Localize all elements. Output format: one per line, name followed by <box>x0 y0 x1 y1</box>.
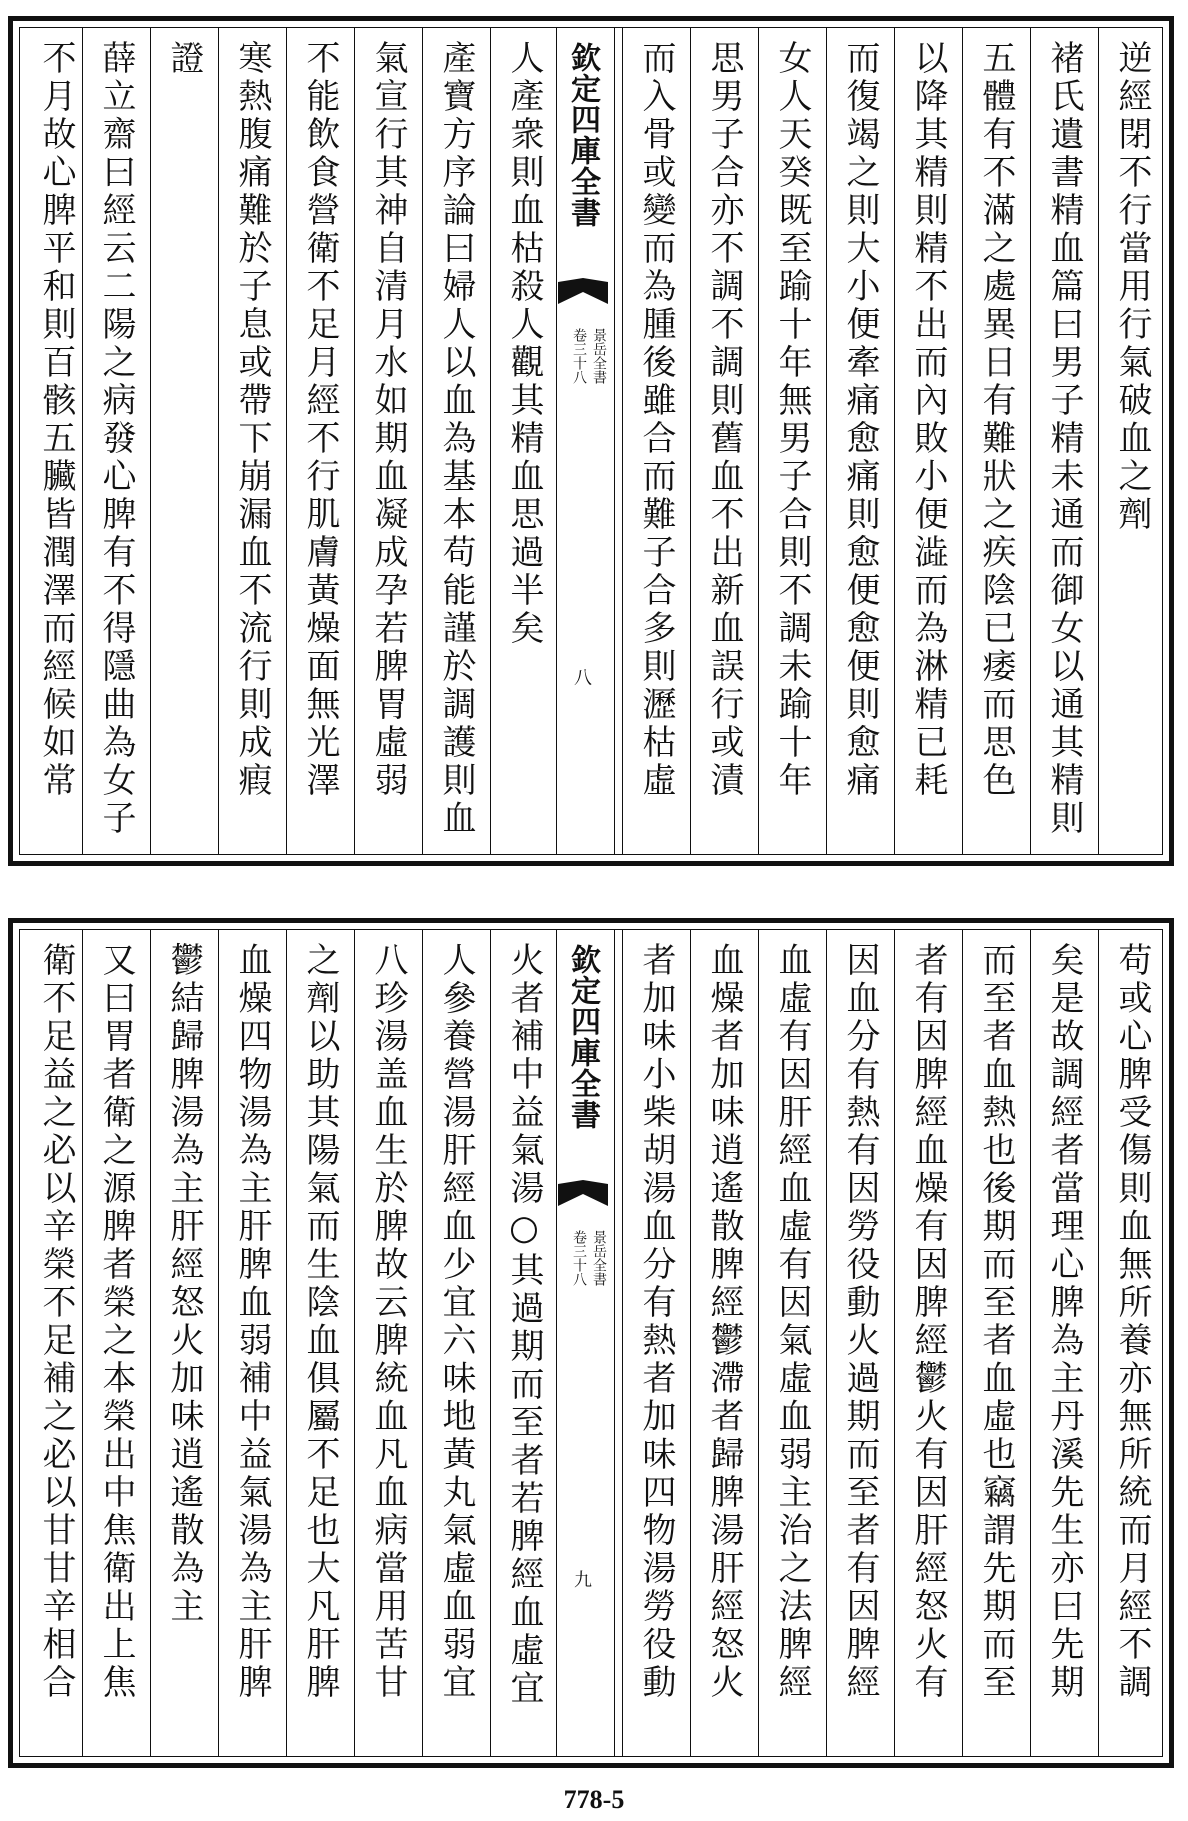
column-rule <box>82 930 83 1756</box>
center-book-title: 景岳全書 <box>591 1230 607 1286</box>
column-rule <box>422 930 423 1756</box>
column-rule <box>218 28 219 854</box>
column-rule <box>622 28 623 854</box>
page-inner-border <box>19 929 1163 1757</box>
page-frame <box>8 16 1174 866</box>
text-column: 人參養營湯肝經血少宜六味地黃丸氣虛血弱宜 <box>436 942 476 1702</box>
text-column: 產寶方序論曰婦人以血為基本苟能謹於調護則血 <box>436 40 476 838</box>
text-column: 血虛有因肝經血虛有因氣虛血弱主治之法脾經 <box>772 942 812 1702</box>
text-column: 而至者血熱也後期而至者血虛也竊謂先期而至 <box>976 942 1016 1702</box>
text-column: 逆經閉不行當用行氣破血之劑 <box>1112 40 1152 534</box>
text-column: 矣是故調經者當理心脾為主丹溪先生亦曰先期 <box>1044 942 1084 1702</box>
center-leaf-number: 九 <box>571 1570 592 1588</box>
text-column: 寒熱腹痛難於子息或帶下崩漏血不流行則成瘕 <box>232 40 272 800</box>
text-column: 之劑以助其陽氣而生陰血俱屬不足也大凡肝脾 <box>300 942 340 1702</box>
text-column: 衛不足益之必以辛榮不足補之必以甘甘辛相合 <box>36 942 76 1702</box>
column-rule <box>354 28 355 854</box>
bottom-page <box>0 910 1188 1776</box>
text-column: 又曰胃者衛之源脾者榮之本榮出中焦衛出上焦 <box>96 942 136 1702</box>
column-rule <box>690 28 691 854</box>
center-volume: 卷三十八 <box>571 328 587 384</box>
fishtail-mark-icon <box>558 278 608 304</box>
column-rule <box>690 930 691 1756</box>
center-volume: 卷三十八 <box>571 1230 587 1286</box>
column-rule <box>758 930 759 1756</box>
text-column: 火者補中益氣湯○其過期而至者若脾經血虛宜 <box>504 942 544 1708</box>
column-rule <box>150 930 151 1756</box>
center-leaf-number: 八 <box>571 668 592 686</box>
text-column: 證 <box>164 40 204 78</box>
column-rule <box>556 930 557 1756</box>
text-column: 鬱結歸脾湯為主肝經怒火加味逍遙散為主 <box>164 942 204 1626</box>
column-rule <box>286 930 287 1756</box>
text-column: 薛立齋曰經云二陽之病發心脾有不得隱曲為女子 <box>96 40 136 838</box>
column-rule <box>894 930 895 1756</box>
center-margin-column <box>556 28 614 854</box>
text-column: 血燥四物湯為主肝脾血弱補中益氣湯為主肝脾 <box>232 942 272 1702</box>
text-column: 苟或心脾受傷則血無所養亦無所統而月經不調 <box>1112 942 1152 1702</box>
column-rule <box>490 28 491 854</box>
column-rule <box>422 28 423 854</box>
text-column: 血燥者加味逍遙散脾經鬱滯者歸脾湯肝經怒火 <box>704 942 744 1702</box>
column-rule <box>758 28 759 854</box>
text-column: 而入骨或變而為腫後雖合而難子合多則瀝枯虛 <box>636 40 676 800</box>
column-rule <box>82 28 83 854</box>
text-column: 氣宣行其神自清月水如期血凝成孕若脾胃虛弱 <box>368 40 408 800</box>
column-rule <box>1098 930 1099 1756</box>
column-rule <box>826 930 827 1756</box>
column-rule <box>286 28 287 854</box>
column-rule <box>1030 930 1031 1756</box>
column-rule <box>962 930 963 1756</box>
column-rule <box>826 28 827 854</box>
page-frame <box>8 918 1174 1768</box>
fishtail-mark-icon <box>558 1180 608 1206</box>
text-column: 以降其精則精不出而內敗小便澁而為淋精已耗 <box>908 40 948 800</box>
text-column: 者有因脾經血燥有因脾經鬱火有因肝經怒火有 <box>908 942 948 1702</box>
text-column: 不能飲食營衛不足月經不行肌膚黃燥面無光澤 <box>300 40 340 800</box>
text-column: 褚氏遺書精血篇曰男子精未通而御女以通其精則 <box>1044 40 1084 838</box>
center-book-title: 景岳全書 <box>591 328 607 384</box>
column-rule <box>614 28 615 854</box>
page-number: 778-5 <box>563 1785 625 1814</box>
text-column: 而復竭之則大小便牽痛愈痛則愈便愈便則愈痛 <box>840 40 880 800</box>
column-rule <box>894 28 895 854</box>
text-column: 者加味小柴胡湯血分有熱者加味四物湯勞役動 <box>636 942 676 1702</box>
text-column: 女人天癸既至踰十年無男子合則不調未踰十年 <box>772 40 812 800</box>
text-column: 不月故心脾平和則百骸五臟皆潤澤而經候如常 <box>36 40 76 800</box>
column-rule <box>556 28 557 854</box>
text-column: 因血分有熱有因勞役動火過期而至者有因脾經 <box>840 942 880 1702</box>
center-title: 欽定四庫全書 <box>565 944 600 1130</box>
text-column: 五體有不滿之處異日有難狀之疾陰已痿而思色 <box>976 40 1016 800</box>
text-column: 人產衆則血枯殺人觀其精血思過半矣 <box>504 40 544 648</box>
column-rule <box>354 930 355 1756</box>
column-rule <box>1030 28 1031 854</box>
top-page <box>0 8 1188 874</box>
center-title: 欽定四庫全書 <box>565 42 600 228</box>
text-column: 思男子合亦不調不調則舊血不出新血誤行或漬 <box>704 40 744 800</box>
column-rule <box>614 930 615 1756</box>
column-rule <box>962 28 963 854</box>
column-rule <box>622 930 623 1756</box>
page-inner-border <box>19 27 1163 855</box>
column-rule <box>1098 28 1099 854</box>
column-rule <box>150 28 151 854</box>
center-margin-column <box>556 930 614 1756</box>
text-column: 八珍湯盖血生於脾故云脾統血凡血病當用苦甘 <box>368 942 408 1702</box>
column-rule <box>490 930 491 1756</box>
column-rule <box>218 930 219 1756</box>
